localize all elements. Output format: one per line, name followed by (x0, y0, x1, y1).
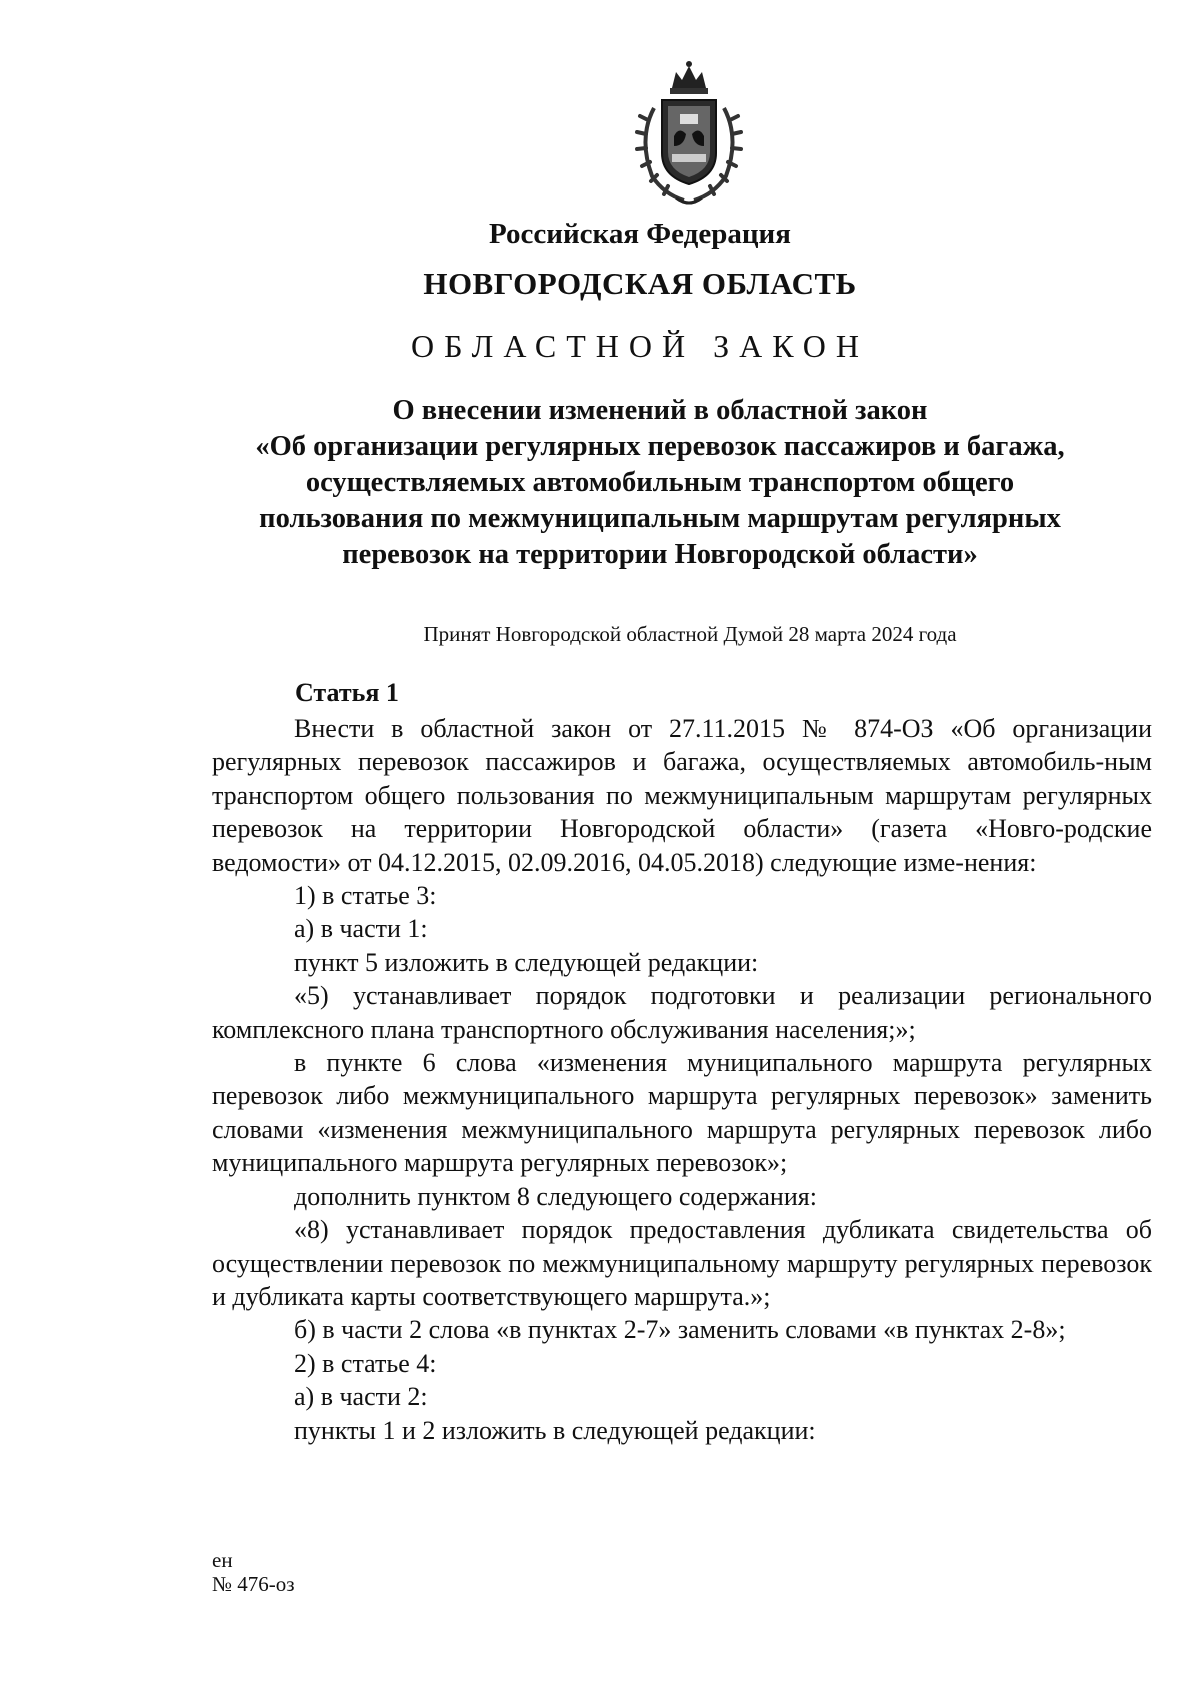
document-type: ОБЛАСТНОЙ ЗАКОН (410, 328, 870, 364)
article-paragraph: пункт 5 изложить в следующей редакции: (294, 947, 759, 977)
article-paragraph: 2) в статье 4: (294, 1348, 437, 1378)
country-name: Российская Федерация (489, 218, 791, 250)
article-paragraph: 1) в статье 3: (294, 881, 437, 911)
article-paragraph: дополнить пунктом 8 следующего содержания: (294, 1181, 817, 1211)
law-title-line: осуществляемых автомобильным транспортом общего (305, 467, 1015, 498)
footer-initials: ен (212, 1548, 233, 1572)
footer-law-number: № 476-оз (212, 1572, 295, 1596)
article-paragraph: а) в части 2: (294, 1382, 428, 1412)
law-title-line: пользования по межмуниципальным маршрутам регулярных (259, 503, 1061, 534)
law-title-line: О внесении изменений в областной закон (392, 395, 928, 426)
article-paragraph: «5) устанавливает порядок подготовки и реализации регионального комплексного плана транспортного обслуживания населения;»; (212, 981, 1152, 1044)
adoption-note: Принят Новгородской областной Думой 28 марта 2024 года (423, 622, 957, 646)
law-title-line: перевозок на территории Новгородской области» (342, 539, 978, 570)
region-name: НОВГОРОДСКАЯ ОБЛАСТЬ (423, 266, 857, 301)
article-paragraph: а) в части 1: (294, 914, 428, 944)
article-paragraph: Внести в областной закон от 27.11.2015 № 874-ОЗ «Об организации регулярных перевозок пассажиров и багажа, осуществляемых автомобиль-ным транспортом общего пользования по межмуниципальным маршрутам регулярных перевозок на территории Новгородской области» (газета «Новго-родские ведомости» от 04.12.2015, 02.09.2016, 04.05.2018) следующие изме-нения: (212, 714, 1152, 877)
law-title (160, 393, 1160, 573)
document-footer (212, 1548, 295, 1596)
coat-of-arms-icon (624, 58, 754, 208)
law-title-line: «Об организации регулярных перевозок пассажиров и багажа, (255, 431, 1065, 462)
article-paragraph: «8) устанавливает порядок предоставления дубликата свидетельства об осуществлении перевозок по межмуниципальному маршруту регулярных перевозок и дубликата карты соответствующего маршрута.»; (212, 1215, 1152, 1311)
article-paragraph: пункты 1 и 2 изложить в следующей редакции: (294, 1415, 816, 1445)
article-paragraph: в пункте 6 слова «изменения муниципального маршрута регулярных перевозок либо межмуниципального маршрута регулярных перевозок» заменить словами «изменения межмуниципального маршрута регулярных перевозок либо муниципального маршрута регулярных перевозок»; (212, 1048, 1152, 1178)
article-paragraph: б) в части 2 слова «в пунктах 2-7» заменить словами «в пунктах 2-8»; (294, 1315, 1066, 1345)
article-heading: Статья 1 (295, 678, 399, 707)
article-body (212, 712, 1152, 1447)
